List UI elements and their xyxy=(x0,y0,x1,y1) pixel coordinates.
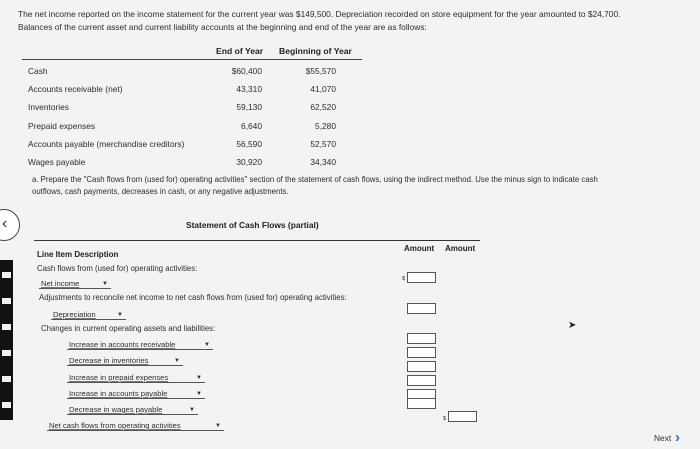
col-header-line-item: Line Item Description xyxy=(37,250,119,259)
balance-row-end: $60,400 xyxy=(231,66,262,76)
balance-row-begin: 34,340 xyxy=(310,157,336,167)
change-select-value: Decrease in wages payable xyxy=(69,405,163,414)
balance-row-label: Wages payable xyxy=(28,157,86,167)
depreciation-select[interactable] xyxy=(51,310,126,320)
depreciation-amount-input[interactable] xyxy=(407,303,436,314)
balance-row-label: Cash xyxy=(28,66,48,76)
nav-tick xyxy=(2,350,11,356)
balance-row-begin: $55,570 xyxy=(305,66,336,76)
balance-row-begin: 52,570 xyxy=(310,139,336,149)
change-select-value: Increase in accounts payable xyxy=(69,389,168,398)
change-select-1[interactable] xyxy=(67,340,213,350)
change-amount-input-2[interactable] xyxy=(407,347,436,358)
change-select-value: Increase in accounts receivable xyxy=(69,340,176,349)
balance-row-label: Inventories xyxy=(28,102,69,112)
change-total-input[interactable] xyxy=(407,398,436,409)
intro-line-2: Balances of the current asset and current liability accounts at the beginning and end of the year are as follows: xyxy=(18,22,427,32)
balance-row-label: Prepaid expenses xyxy=(28,121,96,131)
change-select-2[interactable] xyxy=(67,356,183,366)
col-header-end-of-year: End of Year xyxy=(216,46,264,56)
net-income-amount-input[interactable] xyxy=(407,272,436,283)
nav-tick xyxy=(2,272,11,278)
cash-flows-label: Cash flows from (used for) operating activities: xyxy=(37,264,198,273)
adjustments-label: Adjustments to reconcile net income to net cash flows from (used for) operating activities: xyxy=(39,293,347,302)
changes-label: Changes in current operating assets and liabilities: xyxy=(41,324,216,333)
chevron-down-icon: ▼ xyxy=(204,342,210,348)
nav-tick xyxy=(2,376,11,382)
dollar-sign: $ xyxy=(402,276,406,282)
depreciation-select-value: Depreciation xyxy=(53,310,96,319)
balance-row-label: Accounts receivable (net) xyxy=(28,84,123,94)
col-header-beginning-of-year: Beginning of Year xyxy=(279,46,352,56)
balance-header-rule xyxy=(22,59,362,60)
question-nav-strip[interactable] xyxy=(0,260,13,420)
chevron-down-icon: ▼ xyxy=(102,281,108,287)
balance-row-end: 56,590 xyxy=(236,139,262,149)
change-select-4[interactable] xyxy=(67,389,205,399)
back-button[interactable] xyxy=(0,209,20,241)
chevron-down-icon: ▼ xyxy=(196,391,202,397)
balance-row-end: 43,310 xyxy=(236,84,262,94)
balance-row-end: 6,640 xyxy=(241,121,262,131)
balance-row-begin: 5,280 xyxy=(315,121,336,131)
nav-tick xyxy=(2,298,11,304)
col-header-amount-2: Amount xyxy=(445,244,476,253)
change-select-5[interactable] xyxy=(67,405,198,415)
question-line-1: a. Prepare the "Cash flows from (used for) operating activities" section of the statement of cash flows, using the indirect method. Use the minus sign to indicate cash xyxy=(32,175,598,184)
net-income-select-value: Net income xyxy=(41,279,80,288)
net-cash-amount-input[interactable] xyxy=(448,411,477,422)
chevron-right-icon[interactable]: › xyxy=(675,429,680,446)
statement-header-rule xyxy=(34,240,480,241)
balance-row-end: 59,130 xyxy=(236,102,262,112)
chevron-down-icon: ▼ xyxy=(196,375,202,381)
col-header-amount-1: Amount xyxy=(404,244,435,253)
problem-intro xyxy=(18,8,694,34)
chevron-down-icon: ▼ xyxy=(174,358,180,364)
balance-row-begin: 41,070 xyxy=(310,84,336,94)
chevron-down-icon: ▼ xyxy=(117,312,123,318)
change-amount-input-1[interactable] xyxy=(407,333,436,344)
dollar-sign: $ xyxy=(443,416,447,422)
change-select-value: Decrease in inventories xyxy=(69,356,149,365)
change-select-3[interactable] xyxy=(67,373,205,383)
next-button-label[interactable]: Next xyxy=(654,433,672,443)
chevron-down-icon: ▼ xyxy=(215,423,221,429)
question-prompt xyxy=(32,174,694,198)
chevron-left-icon: ‹ xyxy=(2,215,8,232)
statement-title: Statement of Cash Flows (partial) xyxy=(186,220,319,230)
intro-line-1: The net income reported on the income statement for the current year was $149,500. Depreciation recorded on store equipment for the year amounted to $24,700. xyxy=(18,9,621,19)
net-cash-flows-select-value: Net cash flows from operating activities xyxy=(49,421,181,430)
change-select-value: Increase in prepaid expenses xyxy=(69,373,169,382)
nav-tick xyxy=(2,402,11,408)
nav-tick xyxy=(2,324,11,330)
chevron-down-icon: ▼ xyxy=(189,407,195,413)
mouse-cursor-icon: ➤ xyxy=(568,320,577,331)
net-income-select[interactable] xyxy=(39,279,111,289)
change-amount-input-3[interactable] xyxy=(407,361,436,372)
balance-row-end: 30,920 xyxy=(236,157,262,167)
balance-row-label: Accounts payable (merchandise creditors) xyxy=(28,139,185,149)
change-amount-input-4[interactable] xyxy=(407,375,436,386)
net-cash-flows-select[interactable] xyxy=(47,421,224,431)
balance-row-begin: 62,520 xyxy=(310,102,336,112)
question-line-2: outflows, cash payments, decreases in cash, or any negative adjustments. xyxy=(32,187,289,196)
